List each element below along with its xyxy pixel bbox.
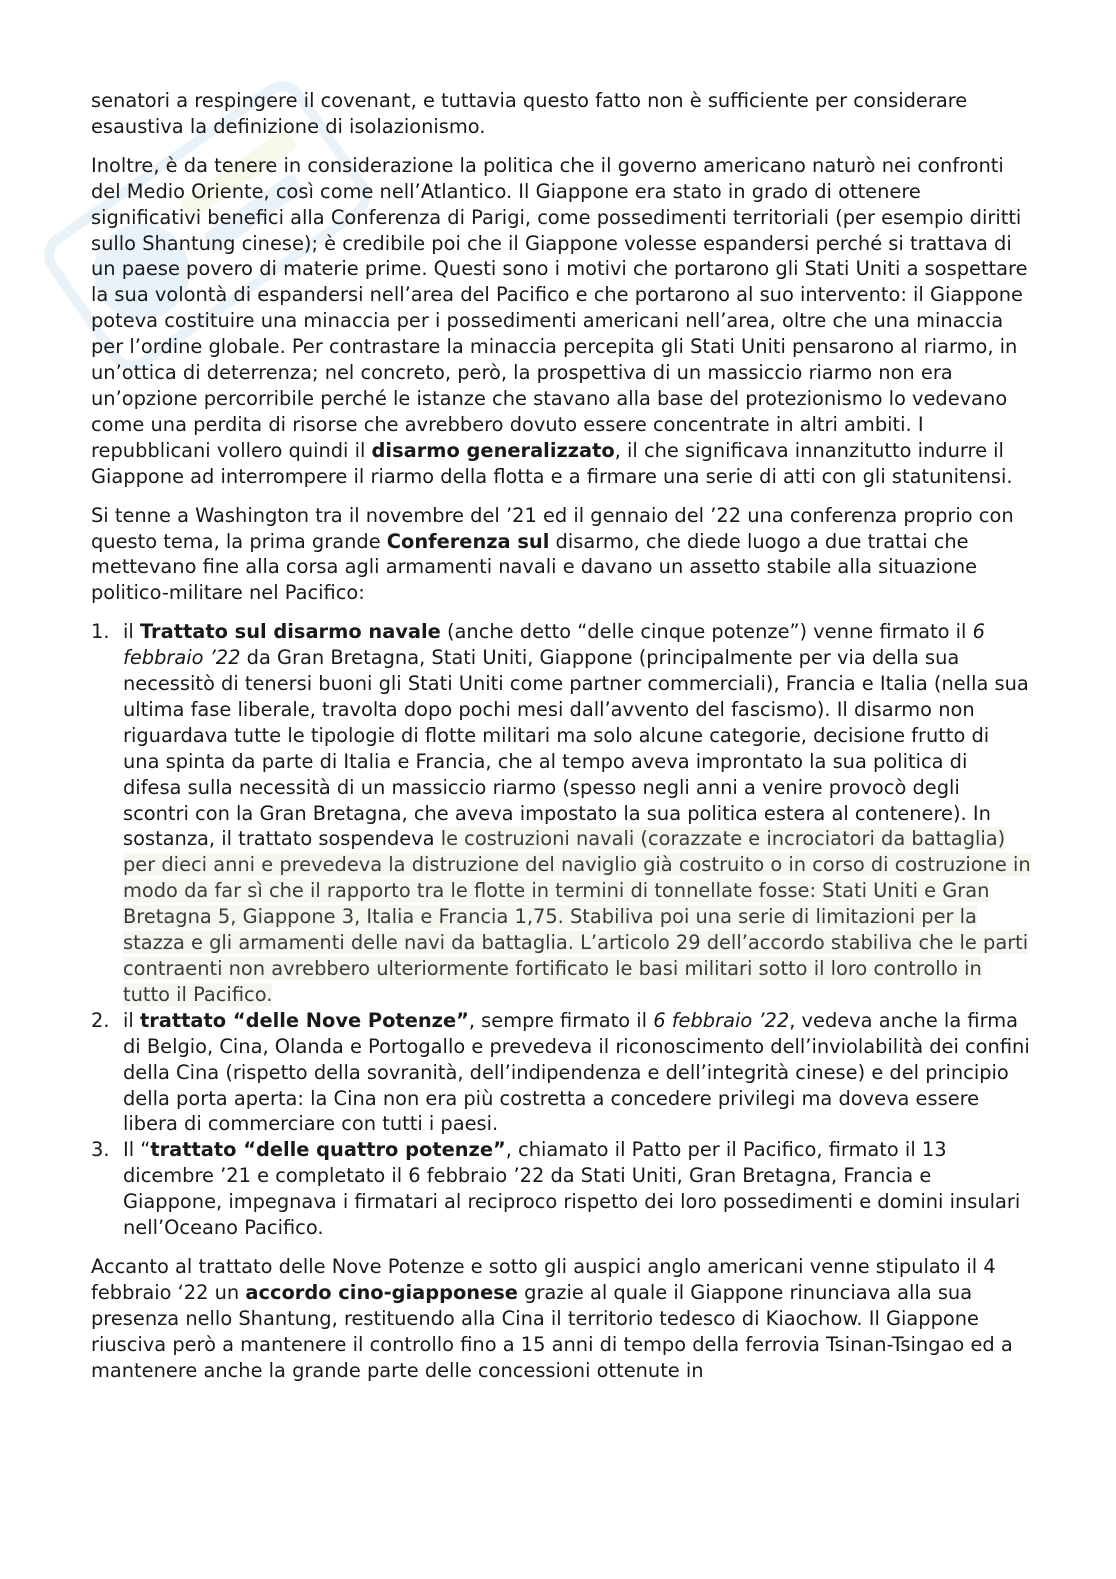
list-number: 2.	[91, 1008, 110, 1032]
paragraph-2-text: Inoltre, è da tenere in considerazione la politica che il governo americano naturò nei confronti del Medio Oriente, così come nell’Atlantico. Il Giappone era stato in grado di ottenere significativi benefici alla Conferenza di Parigi, come possedimenti territoriali (per esempio diritti sullo Shantung cinese); è credibile poi che il Giappone volesse espandersi perché si trattava di un paese povero di materie prime. Questi sono i motivi che portarono gli Stati Uniti a sospettare la sua volontà di espandersi nell’area del Pacifico e che portarono al suo intervento: il Giappone poteva costituire una minaccia per i possedimenti americani nell’area, oltre che una minaccia per l’ordine globale. Per contrastare la minaccia percepita gli Stati Uniti pensarono al riarmo, in un’ottica di deterrenza; nel concreto, però, la prospettiva di un massiccio riarmo non era un’opzione percorribile perché le istanze che stavano alla base del protezionismo lo vedevano come una perdita di risorse che avrebbero dovuto essere concentrate in altri ambiti. I repubblicani vollero quindi il	[91, 153, 1028, 462]
paragraph-4-text: Accanto al trattato delle Nove Potenze e sotto gli auspici anglo americani venne stipulato il 4 febbraio ‘22 un	[91, 1254, 996, 1304]
paragraph-1: senatori a respingere il covenant, e tuttavia questo fatto non è sufficiente per considerare esaustiva la definizione di isolazionismo.	[91, 89, 968, 138]
paragraph-4-text-end: grazie al quale il Giappone rinunciava alla sua presenza nello Shantung, restituendo alla Cina il territorio tedesco di Kiaochow. Il Giappone riusciva però a mantenere il controllo fino a 15 anni di tempo della ferrovia Tsinan-Tsingao ed a mantenere anche la grande parte delle concessioni ottenute in	[91, 1280, 1013, 1382]
document-page	[91, 88, 1031, 1397]
list-item-text: , chiamato il Patto per il Pacifico, firmato il 13 dicembre ’21 e completato il 6 febbraio ’22 da Stati Uniti, Gran Bretagna, Francia e Giappone, impegnava i firmatari al reciproco rispetto dei loro possedimenti e domini insulari nell’Oceano Pacifico.	[123, 1138, 1021, 1240]
paragraph-3-text: Si tenne a Washington tra il novembre del ’21 ed il gennaio del ’22 una conferenza proprio con questo tema, la prima grande	[91, 503, 1014, 553]
list-item-text: il	[123, 620, 140, 644]
bold-disarmo-generalizzato: disarmo generalizzato	[371, 438, 615, 462]
bold-trattato-nove-potenze: trattato “delle Nove Potenze”	[139, 1008, 469, 1032]
bold-trattato-disarmo-navale: Trattato sul disarmo navale	[139, 620, 441, 644]
treaties-list	[91, 619, 1031, 1241]
italic-date: 6 febbraio ’22	[653, 1008, 790, 1032]
list-item-text: Il “	[123, 1138, 151, 1162]
paragraph-2-text-end: , il che significava innanzitutto indurre il Giappone ad interrompere il riarmo della flotta e a firmare una serie di atti con gli statunitensi.	[91, 438, 1013, 488]
bold-trattato-quattro-potenze: trattato “delle quattro potenze”	[150, 1138, 506, 1162]
bold-accordo-cino-giapponese: accordo cino-giapponese	[245, 1280, 518, 1304]
paragraph-3	[91, 503, 1031, 607]
paragraph-4	[91, 1254, 1031, 1384]
list-item-text: , vedeva anche la firma di Belgio, Cina, Olanda e Portogallo e prevedeva il riconoscimento dell’inviolabilità dei confini della Cina (rispetto della sovranità, dell’indipendenza e dell’integrità cinese) e del principio della porta aperta: la Cina non era più costretta a concedere privilegi ma doveva essere libera di commerciare con tutti i paesi.	[123, 1008, 1030, 1136]
list-item	[91, 1137, 1031, 1241]
list-number: 3.	[91, 1138, 110, 1162]
paragraph-3-text-end: disarmo, che diede luogo a due trattai che mettevano fine alla corsa agli armamenti navali e davano un assetto stabile alla situazione politico-militare nel Pacifico:	[91, 529, 978, 605]
list-item-text: il	[123, 1008, 140, 1032]
list-item-text: da Gran Bretagna, Stati Uniti, Giappone (principalmente per via della sua necessitò di tenersi buoni gli Stati Uniti come partner commerciali), Francia e Italia (nella sua ultima fase liberale, travolta dopo pochi mesi dall’avvento del fascismo). Il disarmo non riguardava tutte le tipologie di flotte militari ma solo alcune categorie, decisione frutto di una spinta da parte di Italia e Francia, che al tempo aveva improntato la sua politica di difesa sulla necessità di un massiccio riarmo (spesso negli anni a venire provocò degli scontri con la Gran Bretagna, che aveva impostato la sua politica estera al contenere). In sostanza, il trattato sospendeva	[123, 646, 1029, 851]
italic-date: 6 febbraio ’22	[123, 620, 985, 670]
list-item-text: , sempre firmato il	[468, 1008, 654, 1032]
list-number: 1.	[91, 620, 110, 644]
list-item	[91, 1008, 1031, 1138]
paragraph-2	[91, 153, 1031, 490]
bold-conferenza-sul: Conferenza sul	[386, 529, 550, 553]
list-item-text: (anche detto “delle cinque potenze”) venne firmato il	[440, 620, 973, 644]
highlighted-text: le costruzioni navali (corazzate e incrociatori da battaglia) per dieci anni e prevedeva la distruzione del naviglio già costruito o in corso di costruzione in modo da far sì che il rapporto tra le flotte in termini di tonnellate fosse: Stati Uniti e Gran Bretagna 5, Giappone 3, Italia e Francia 1,75. Stabiliva poi una serie di limitazioni per la stazza e gli armamenti delle navi da battaglia. L’articolo 29 dell’accordo stabiliva che le parti contraenti non avrebbero ulteriormente fortificato le basi militari sotto il loro controllo in tutto il Pacifico.	[123, 827, 1031, 1006]
list-item	[91, 619, 1031, 1008]
